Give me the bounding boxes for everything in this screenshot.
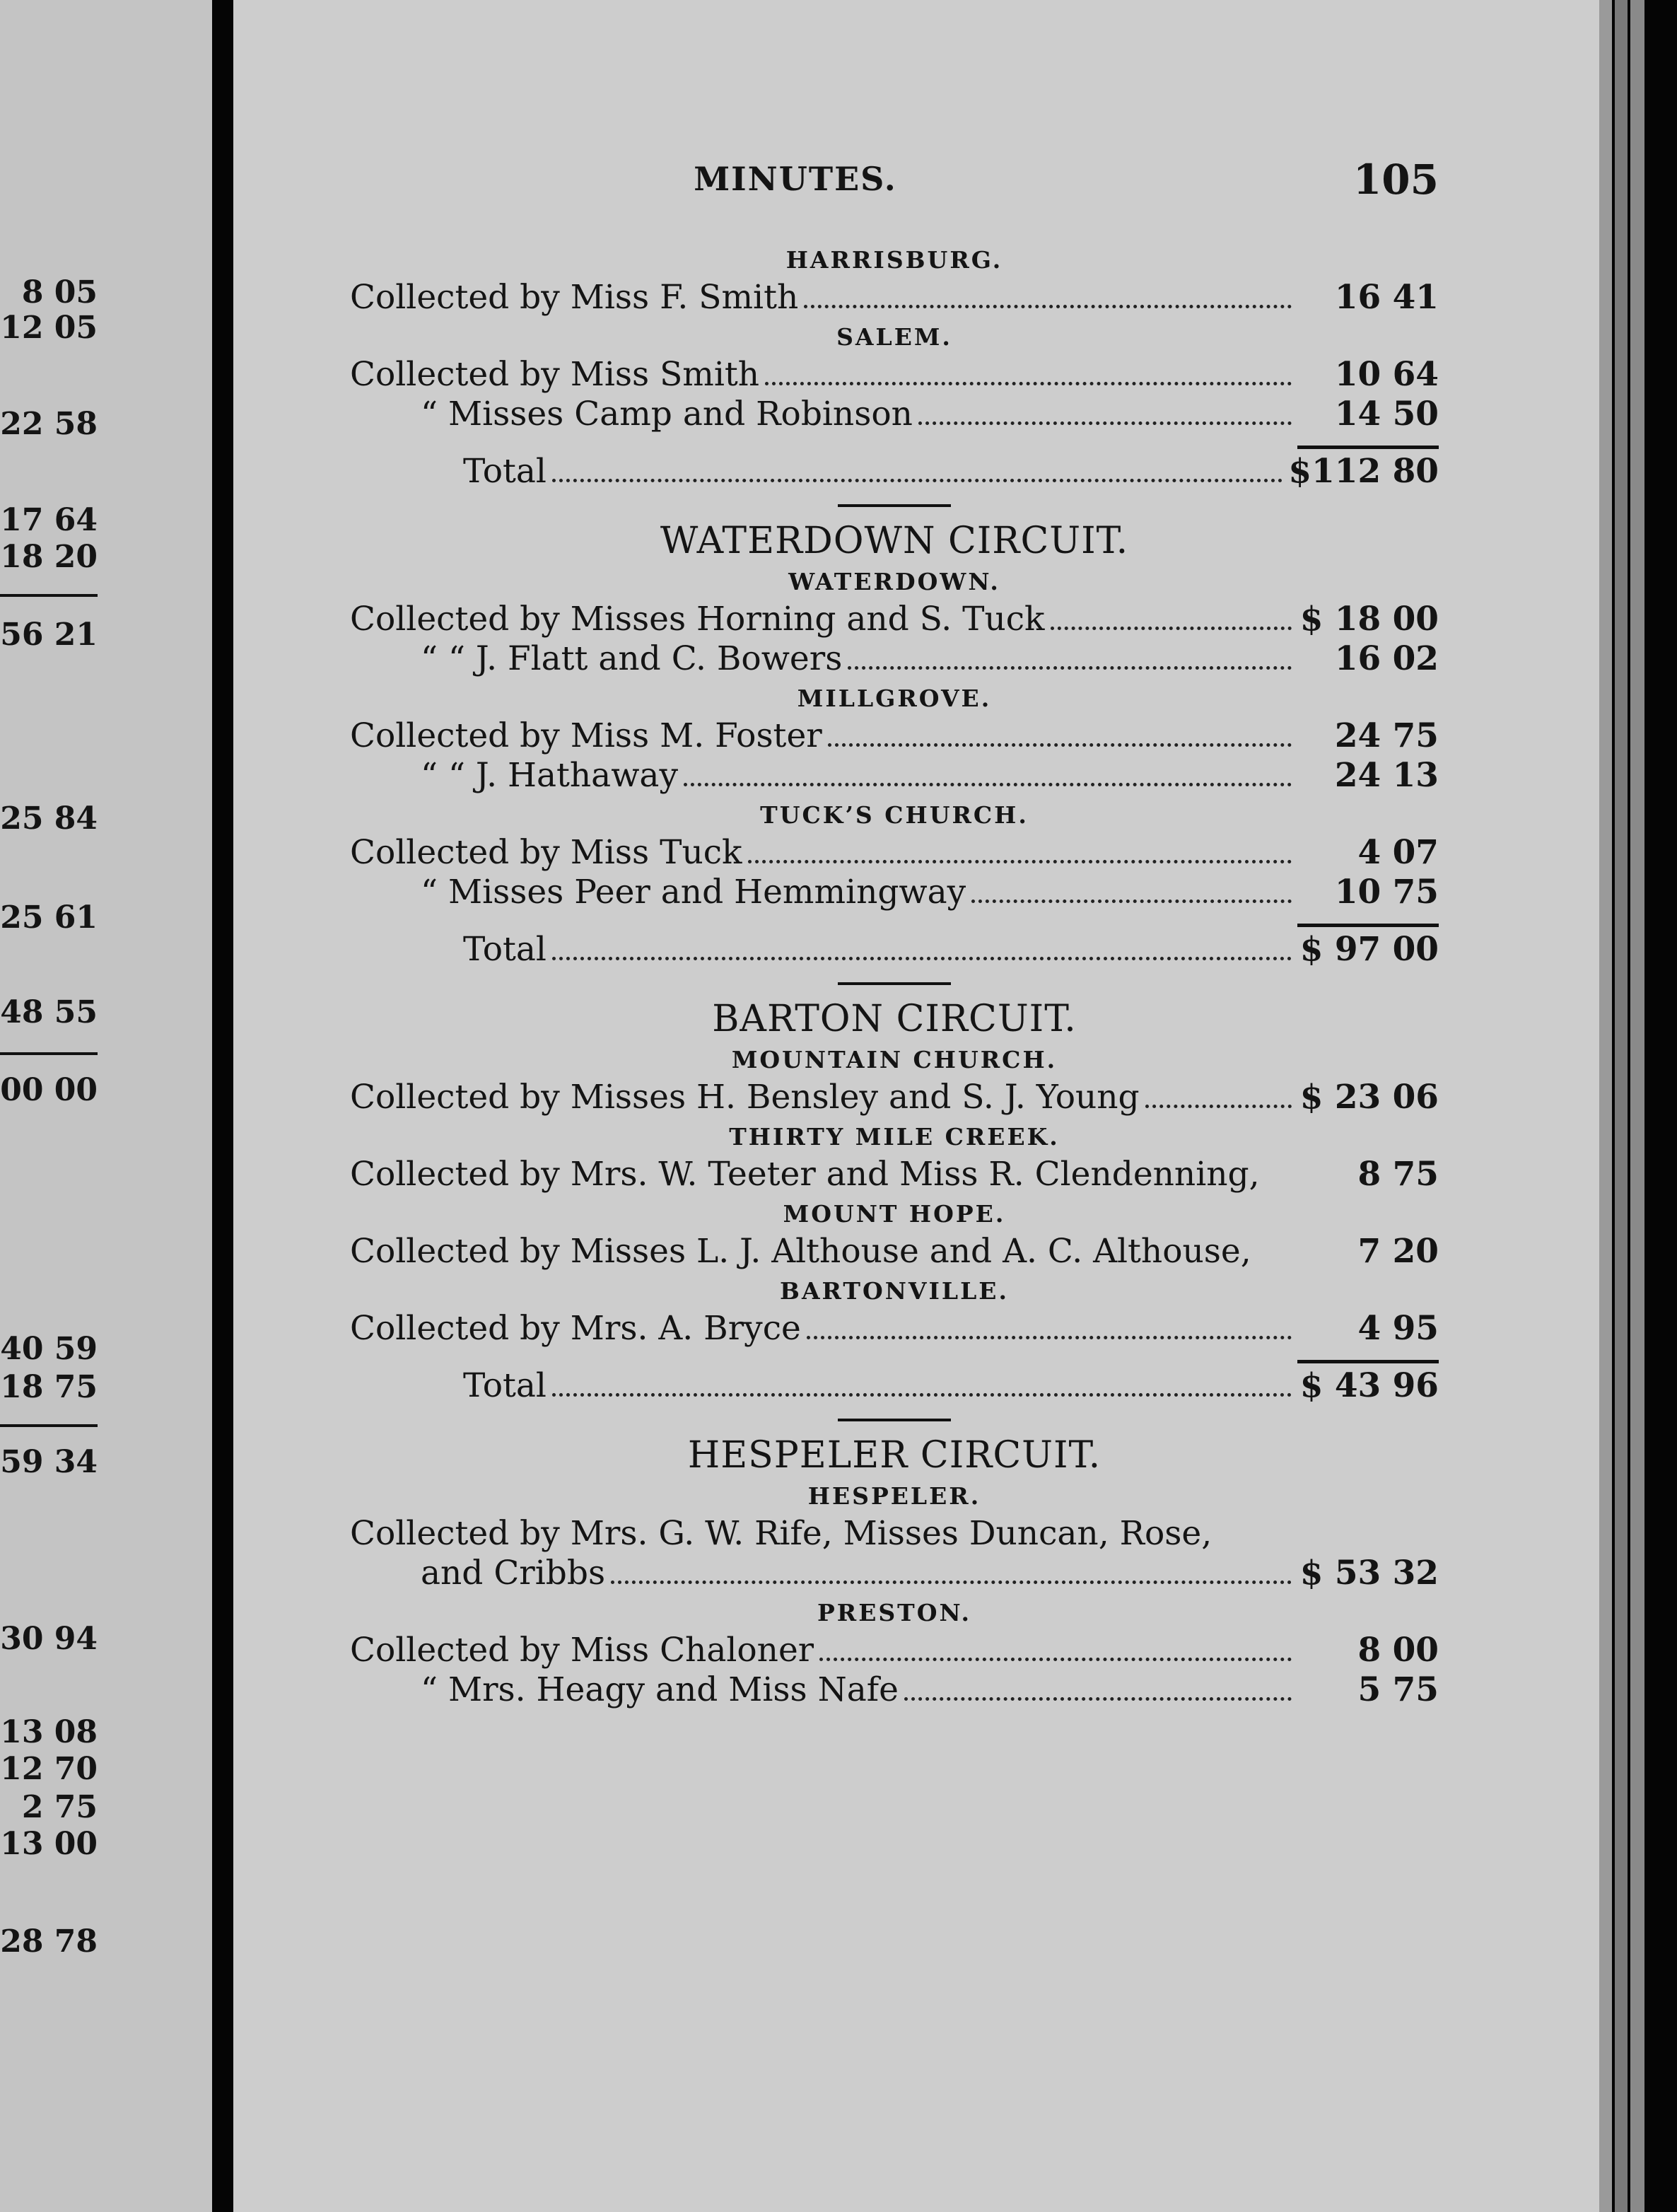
circuit-title: WATERDOWN CIRCUIT. [660, 520, 1129, 562]
ledger-row [350, 716, 1439, 756]
church-heading: MILLGROVE. [797, 685, 992, 712]
section-divider [838, 504, 951, 507]
running-head: MINUTES. [694, 160, 897, 198]
total-amount: $112 80 [1288, 452, 1439, 491]
amount: 24 75 [1334, 716, 1439, 755]
ledger-row [350, 278, 1439, 318]
dot-leader [848, 666, 1292, 670]
total-label: Total [463, 452, 547, 491]
page-edge [1630, 0, 1644, 2212]
dot-leader [611, 1581, 1292, 1584]
total-rule [1297, 446, 1439, 449]
amount: 10 64 [1334, 355, 1439, 394]
total-label: Total [463, 1366, 547, 1405]
collector-name: Collected by Misses L. J. Althouse and A. C. Althouse, [350, 1232, 1251, 1271]
dot-leader [552, 957, 1292, 960]
page-edge [1615, 0, 1628, 2212]
amount: 24 13 [1334, 756, 1439, 795]
right-page [233, 0, 1599, 2212]
dot-leader [819, 1658, 1292, 1661]
dot-leader [1051, 627, 1292, 630]
church-heading: PRESTON. [817, 1599, 972, 1626]
collector-name: Collected by Miss F. Smith [350, 278, 799, 317]
ledger-row [350, 600, 1439, 639]
left-margin-number: 48 55 [0, 994, 98, 1030]
left-facing-page [0, 0, 212, 2212]
ledger-row [350, 1670, 1439, 1710]
left-margin-number: 40 59 [0, 1331, 98, 1367]
left-margin-number: 25 84 [0, 801, 98, 837]
left-margin-number: 30 94 [0, 1621, 98, 1657]
section-divider [838, 982, 951, 985]
dot-leader [804, 305, 1292, 308]
dot-leader [765, 382, 1292, 385]
amount: 7 20 [1357, 1232, 1439, 1271]
ledger-row [350, 1309, 1439, 1349]
collector-name: “ Mrs. Heagy and Miss Nafe [421, 1670, 899, 1709]
collector-name: Collected by Miss Chaloner [350, 1631, 814, 1670]
left-margin-number: 56 21 [0, 617, 98, 653]
church-heading: MOUNTAIN CHURCH. [731, 1046, 1058, 1073]
total-amount: $ 97 00 [1299, 930, 1439, 969]
dot-leader [684, 783, 1292, 786]
amount: $ 23 06 [1299, 1078, 1439, 1117]
amount: 16 02 [1334, 639, 1439, 678]
total-amount: $ 43 96 [1299, 1366, 1439, 1405]
collector-name: Collected by Mrs. G. W. Rife, Misses Duncan, Rose, [350, 1514, 1213, 1553]
page-number: 105 [1352, 156, 1439, 204]
collector-name: and Cribbs [421, 1554, 606, 1593]
dot-leader [918, 421, 1292, 425]
amount: 16 41 [1334, 278, 1439, 317]
collector-name: Collected by Misses H. Bensley and S. J. Young [350, 1078, 1140, 1117]
ledger-row [350, 639, 1439, 679]
collector-name: Collected by Miss Tuck [350, 833, 742, 872]
page-edge [1599, 0, 1612, 2212]
amount: 8 75 [1357, 1155, 1439, 1194]
amount: 5 75 [1357, 1670, 1439, 1709]
total-row [350, 452, 1439, 491]
left-rule [0, 594, 98, 597]
ledger-row [350, 1554, 1439, 1593]
total-rule [1297, 1360, 1439, 1363]
dot-leader [904, 1697, 1292, 1701]
collector-name: “ “ J. Flatt and C. Bowers [421, 639, 843, 678]
ledger-row [350, 1514, 1439, 1554]
dot-leader [971, 900, 1292, 903]
church-heading: WATERDOWN. [788, 568, 1000, 595]
dot-leader [552, 479, 1282, 482]
section-divider [838, 1419, 951, 1421]
church-heading: MOUNT HOPE. [783, 1200, 1006, 1228]
left-margin-number: 22 58 [0, 406, 98, 442]
ledger-row [350, 1631, 1439, 1670]
ledger-row [350, 1078, 1439, 1117]
collector-name: “ Misses Camp and Robinson [421, 395, 913, 433]
dot-leader [828, 743, 1292, 747]
ledger-row [350, 756, 1439, 796]
collector-name: Collected by Mrs. A. Bryce [350, 1309, 801, 1348]
left-margin-number: 2 75 [21, 1789, 98, 1825]
church-heading: THIRTY MILE CREEK. [729, 1123, 1060, 1151]
left-margin-number: 13 08 [0, 1714, 98, 1750]
total-row [350, 930, 1439, 970]
total-label: Total [463, 930, 547, 969]
ledger-row [350, 1155, 1439, 1194]
ledger-body [350, 240, 1439, 1710]
amount: 14 50 [1334, 395, 1439, 433]
ledger-row [350, 395, 1439, 434]
collector-name: “ Misses Peer and Hemmingway [421, 873, 966, 912]
left-margin-number: 59 34 [0, 1444, 98, 1480]
circuit-title: HESPELER CIRCUIT. [687, 1434, 1102, 1477]
ledger-row [350, 355, 1439, 395]
ledger-row [350, 873, 1439, 912]
left-margin-number: 28 78 [0, 1923, 98, 1960]
church-heading: HARRISBURG. [785, 246, 1003, 274]
collector-name: Collected by Miss M. Foster [350, 716, 822, 755]
left-rule [0, 1052, 98, 1055]
ledger-row [350, 833, 1439, 873]
dot-leader [807, 1336, 1292, 1339]
church-heading: TUCK’S CHURCH. [760, 801, 1029, 829]
left-margin-number: 13 00 [0, 1826, 98, 1862]
left-margin-number: 12 70 [0, 1751, 98, 1787]
church-heading: BARTONVILLE. [780, 1277, 1009, 1305]
collector-name: “ “ J. Hathaway [421, 756, 678, 795]
amount: 4 07 [1357, 833, 1439, 872]
total-rule [1297, 924, 1439, 927]
dot-leader [1145, 1105, 1292, 1108]
left-margin-number: 00 00 [0, 1072, 98, 1108]
left-margin-number: 25 61 [0, 900, 98, 936]
amount: $ 18 00 [1299, 600, 1439, 639]
left-margin-number: 18 75 [0, 1369, 98, 1405]
left-rule [0, 1424, 98, 1427]
ledger-row [350, 1232, 1439, 1271]
church-heading: SALEM. [836, 323, 952, 351]
left-margin-number: 8 05 [21, 274, 98, 310]
collector-name: Collected by Mrs. W. Teeter and Miss R. Clendenning, [350, 1155, 1260, 1194]
total-row [350, 1366, 1439, 1406]
amount: 4 95 [1357, 1309, 1439, 1348]
amount: 10 75 [1334, 873, 1439, 912]
page-header [350, 156, 1439, 205]
collector-name: Collected by Miss Smith [350, 355, 760, 394]
left-margin-number: 17 64 [0, 502, 98, 538]
amount: $ 53 32 [1299, 1554, 1439, 1593]
left-margin-number: 18 20 [0, 539, 98, 575]
church-heading: HESPELER. [807, 1482, 981, 1510]
collector-name: Collected by Misses Horning and S. Tuck [350, 600, 1045, 639]
left-margin-number: 12 05 [0, 310, 98, 346]
amount: 8 00 [1357, 1631, 1439, 1670]
dot-leader [748, 860, 1292, 863]
circuit-title: BARTON CIRCUIT. [712, 998, 1077, 1040]
dot-leader [552, 1393, 1292, 1397]
